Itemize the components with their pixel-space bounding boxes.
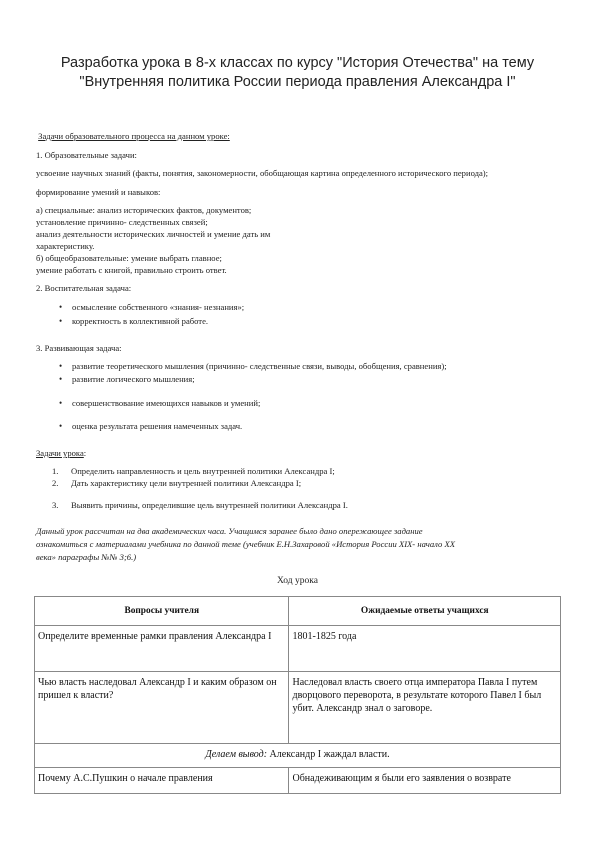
conclusion-label: Делаем вывод: (205, 749, 268, 760)
table-row (35, 744, 561, 768)
bullet-item: • развитие логического мышления; (72, 373, 195, 385)
note-line: ознакомиться с материалами учебника по данной теме (учебник Е.Н.Захаровой «История России XIX- начало XX (36, 539, 455, 549)
document-page: Разработка урока в 8-х классах по курсу "История Отечества" на тему "Внутренняя политика России периода правления Александра I" Задачи образовательного процесса на данном уроке: 1. Образовательные задачи: усвоение научных знаний (факты, понятия, закономерности, обобщающая картина определенного исторического периода); формирование умений и навыков: а) специальные: анализ исторических фактов, документов; установление причинно- следственных связей; анализ деятельности исторических личностей и умение дать им характеристику. б) общеобразовательные: умение выбрать главное; умение работать с книгой, правильно строить ответ. 2. Воспитательная задача: • осмысление собственного «знания- незнания»; • корректность в коллективной работе. 3. Развивающая задача: • развитие теоретического мышления (причинно- следственные связи, выводы, обобщения, сравнения); • развитие логического мышления; • совершенствование имеющихся навыков и умений; • оценка результата решения намеченных задач. Задачи урока: 1. Определить направленность и цель внутренней политики Александра I; 2. Дать характеристику цели внутренней политики Александра I; 3. Выявить причины, определившие цель внутренней политики Александра I. Данный урок рассчитан на два академических часа. Учащимся заранее было дано опережающее задание ознакомиться с материалами учебника по данной теме (учебник Е.Н.Захаровой «История России XIX- начало XX века» параграфы №№ 3;6.) Ход урока Вопросы учителя Ожидаемые ответы учащихся Определите временные рамки правления Александра I 1801-1825 года Чью власть наследовал Александр I и каким образом он пришел к власти? Наследовал власть своего отца императора Павла I путем дворцового переворота, в результате которого Павел I был убит. Александр знал о заговоре. Делаем вывод: Александр I жаждал власти. Почему А.С.Пушкин о начале правления Обнадеживающим я были его заявления о возврате (0, 0, 595, 842)
conclusion-cell (35, 744, 561, 768)
special-line: характеристику. (36, 241, 95, 251)
question-cell: Чью власть наследовал Александр I и каким образом он пришел к власти? (35, 672, 289, 744)
special-line: а) специальные: анализ исторических фактов, документов; (36, 205, 252, 215)
question-cell: Почему А.С.Пушкин о начале правления (35, 768, 289, 794)
knowledge-text: усвоение научных знаний (факты, понятия, закономерности, обобщающая картина определенного исторического периода); (36, 168, 489, 178)
answer-cell: Обнадеживающим я были его заявления о возврате (289, 768, 561, 794)
note-line: века» параграфы №№ 3;6.) (36, 552, 137, 562)
column-header: Ожидаемые ответы учащихся (289, 597, 561, 626)
column-header: Вопросы учителя (35, 597, 289, 626)
lesson-tasks-heading: Задачи урока: (36, 448, 87, 458)
skills-heading: формирование умений и навыков: (36, 187, 161, 197)
bullet-item: • развитие теоретического мышления (причинно- следственные связи, выводы, обобщения, сравнения); (72, 360, 447, 372)
special-line: анализ деятельности исторических личностей и умение дать им (36, 229, 271, 239)
special-line: умение работать с книгой, правильно строить ответ. (36, 265, 227, 275)
title-line-2: "Внутренняя политика России периода правления Александра I" (79, 74, 516, 90)
answer-cell: Наследовал власть своего отца императора Павла I путем дворцового переворота, в результате которого Павел I был убит. Александр знал о заговоре. (289, 672, 561, 744)
tasks-heading: Задачи образовательного процесса на данном уроке: (38, 131, 230, 141)
table-row (35, 672, 561, 744)
developing-heading: 3. Развивающая задача: (36, 343, 122, 353)
document-title (30, 54, 565, 92)
course-heading: Ход урока (277, 576, 318, 586)
table-header-row (35, 597, 561, 626)
upbringing-heading: 2. Воспитательная задача: (36, 283, 132, 293)
bullet-item: • совершенствование имеющихся навыков и умений; (72, 397, 260, 409)
answer-cell: 1801-1825 года (289, 626, 561, 672)
bullet-item: • оценка результата решения намеченных задач. (72, 420, 242, 432)
conclusion-text: Александр I жаждал власти. (267, 749, 390, 760)
note-line: Данный урок рассчитан на два академических часа. Учащимся заранее было дано опережающее задание (36, 526, 423, 536)
bullet-item: • осмысление собственного «знания- незнания»; (72, 301, 244, 313)
question-cell: Определите временные рамки правления Александра I (35, 626, 289, 672)
title-line-1: Разработка урока в 8-х классах по курсу "История Отечества" на тему (60, 55, 535, 71)
lesson-table (34, 596, 561, 794)
special-line: установление причинно- следственных связей; (36, 217, 208, 227)
table-row (35, 626, 561, 672)
bullet-item: • корректность в коллективной работе. (72, 315, 208, 327)
educational-heading: 1. Образовательные задачи: (36, 150, 137, 160)
table-row (35, 768, 561, 794)
special-line: б) общеобразовательные: умение выбрать главное; (36, 253, 222, 263)
